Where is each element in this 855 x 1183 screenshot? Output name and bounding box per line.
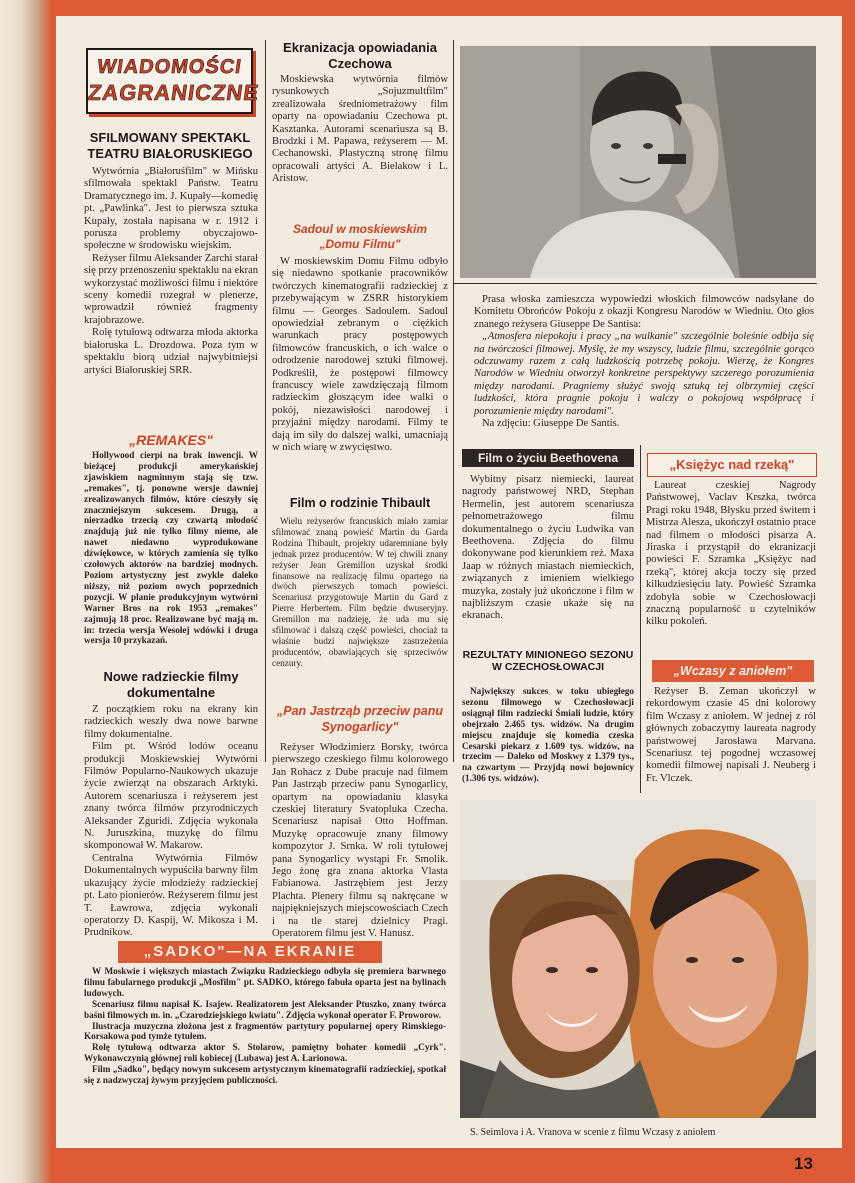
column-rule xyxy=(453,40,454,762)
jastrzab-headline: „Pan Jastrząb przeciw panu Synogarlicy" xyxy=(276,704,444,734)
czechow-article xyxy=(272,74,448,186)
nowe-para-1: Z początkiem roku na ekrany kin radzieckich weszły dwa nowe barwne filmy dokumentalne. xyxy=(84,704,258,740)
horizontal-rule xyxy=(453,283,817,284)
beethoven-article xyxy=(462,474,634,623)
sadko-para-1: W Moskwie i większych miastach Związku Radzieckiego odbyła się premiera barwnego filmu fabularnego produkcji „Mosfilm" pt. SADKO, którego fabuła oparta jest na bylinach ludowych. xyxy=(84,966,446,998)
spektakl-para-3: Rolę tytułową odtwarza młoda aktorka białoruska L. Drozdowa. Poza tym w spektaklu biorą udział najwybitniejsi artyści Białoruskiej SRR. xyxy=(84,327,258,376)
prasa-article xyxy=(474,294,814,430)
rezultaty-headline: REZULTATY MINIONEGO SEZONU W CZECHOSŁOWACJI xyxy=(462,649,634,673)
ksiezyc-article xyxy=(646,480,816,629)
beethoven-para-1: Wybitny pisarz niemiecki, laureat nagrody państwowej NRD, Stephan Hermelin, jest autorem scenariusza pełnometrażowego filmu dokumentalnego o życiu Ludwika van Beethovena. Zdjęcia do filmu dokonywane pod kierunkiem reż. Maxa Jaap w różnych miastach niemieckich, związanych z imieniem wielkiego muzyka, zostały już ukończone i film w najbliższym czasie ukaże się na ekranach. xyxy=(462,474,634,622)
wczasy-photo xyxy=(460,800,816,1118)
sadko-para-4: Rolę tytułową odtwarza aktor S. Stolarow, pamiętny bohater komedii „Cyrk". Wykonawczynią głównej roli kobiecej (Lubawa) jest A. Łarionowa. xyxy=(84,1042,446,1064)
wczasy-article xyxy=(646,686,816,785)
wczasy-para-1: Reżyser B. Zeman ukończył w rekordowym czasie 45 dni kolorowy film Wczasy z aniołem. W jednej z ról głównych zobaczymy laureata nagrody państwowej Jarosława Marvana. Scenariusz tej pogodnej wczasowej komedii filmowej napisali J. Neuberg i Fr. Vlczek. xyxy=(646,686,816,784)
wczasy-headline: „Wczasy z aniołem" xyxy=(652,660,814,682)
remakes-headline: „REMAKES" xyxy=(129,432,213,448)
sadko-para-2: Scenariusz filmu napisał K. Isajew. Realizatorem jest Aleksander Ptuszko, znany twórca baśni filmowych m. in. „Czarodziejskiego kwiatu". Zdjęcia wykonał operator F. Proworow. xyxy=(84,998,446,1020)
sadko-article xyxy=(84,966,446,1086)
binding-spine xyxy=(0,0,52,1183)
czechow-headline: Ekranizacja opowiadania Czechowa xyxy=(283,40,437,71)
beethoven-headline: Film o życiu Beethovena xyxy=(462,449,634,467)
thibault-article xyxy=(272,516,448,669)
sadko-para-3: Ilustracja muzyczna złożona jest z fragmentów partytury popularnej opery Rimskiego-Korsakowa pod tymże tytułem. xyxy=(84,1020,446,1042)
czechow-para-1: Moskiewska wytwórnia filmów rysunkowych „Sojuzmultfilm" zrealizowała średniometrażowy film oparty na opowiadaniu Czechowa pt. Kasztanka. Autorami scenariusza są B. Brodzki i M. Papawa, reżyserem — M. Cechanowski. Plastyczną stronę filmu opracowali artyści A. Bielakow i L. Aristow. xyxy=(272,74,448,185)
jastrzab-article xyxy=(272,742,448,941)
spektakl-para-1: Wytwórnia „Białoruśfilm" w Mińsku sfilmowała spektakl Państw. Teatru Dramatycznego im. J. Kupały—komedię pt. „Pawlinka". Jest to pierwsza sztuka Kupały, została napisana w r. 1912 i porusza problemy obyczajowo-społeczne w środowisku wiejskim. xyxy=(84,166,258,252)
spektakl-para-2: Reżyser filmu Aleksander Zarchi starał się przy przenoszeniu spektaklu na ekran wykorzystać możliwości filmu i niektóre sceny komedii rozegrał w plenerze, wprowadził również fragmenty krajobrazowe. xyxy=(84,252,258,326)
spektakl-article xyxy=(84,166,258,377)
remakes-para-1: Hollywood cierpi na brak inwencji. W bieżącej produkcji amerykańskiej zjawiskiem nagminnym stają się tzw. „remakes", tj. ponowne wersje dawniej zrealizowanych filmów, które cieszyły się znaczniejszym sukcesem. Drugą, a nierzadko trzecią czy czwartą młodość znajdują już nie tylko filmy nieme, ale nawet niedawno wyprodukowane dźwiękowce, w których zamienia się tylko czołowych aktorów na bardziej modnych. Poziom artystyczny jest zwykle daleko niższy, niż poziom owych poprzednich pozycji. W planie produkcyjnym wytwórni Warner Bros na rok 1953 „remakes" zajmują 18 proc. Realizowane być mają m. in: trzecia wersja Wesołej wdówki i druga wersja 10 przykazań. xyxy=(84,450,258,646)
nowe-headline: Nowe radzieckie filmy dokumentalne xyxy=(103,669,239,700)
rezultaty-para-1: Największy sukces w toku ubiegłego sezonu filmowego w Czechosłowacji osiągnął film radziecki Śmiali ludzie, który obejrzało 2.465 tys. widzów. Na drugim miejscu znajduje się komedia czeska Cesarski piekarz z 1.609 tys. widzów, na trzecim — Daleko od Moskwy z 1.379 tys., na czwartym — Przyjdą nowi bojownicy (1.306 tys. widzów). xyxy=(462,686,634,784)
logo-line-2: ZAGRANICZNE xyxy=(86,80,261,105)
sadoul-article xyxy=(272,256,448,455)
section-logo xyxy=(86,48,261,114)
photo-caption: S. Seimlova i A. Vranova w scenie z filmu Wczasy z aniołem xyxy=(470,1127,716,1138)
logo-line-1: WIADOMOŚCI xyxy=(95,56,244,78)
thibault-para-1: Wielu reżyserów francuskich miało zamiar sfilmować znaną powieść Martin du Garda Rodzina Thibault, projekty udaremniane były jednak przez producentów. W tej chwili znany reżyser Jean Gremillon uzyskał środki finansowe na realizację filmu opartego na dwóch pierwszych tomach powieści. Scenariusz przygotowuje Martin du Gard z Pierre Herbertem. Film będzie dwuseryjny. Gremillon ma nadzieję, że uda mu się sfilmować i dalszą część powieści, chociaż ta właśnie budzi największe zastrzeżenia producentów, obawiających się sprzeciwów cenzury. xyxy=(272,516,448,668)
prasa-caption: Na zdjęciu: Giuseppe De Santis. xyxy=(482,418,620,430)
nowe-article xyxy=(84,704,258,940)
column-rule xyxy=(265,40,266,762)
rezultaty-article xyxy=(462,686,634,784)
prasa-quote: „Atmosfera niepokoju i pracy „na wulkanie" szczególnie boleśnie odbija się na twórczości filmowej. Myślę, że my wszyscy, ludzie filmu, szczególnie gorąco odczuwamy razem z całą ludzkością potrzebę pokoju. Wierzę, że Kongres Narodów w Wiedniu otworzył konkretne perspektywy szczerego porozumienia między narodami. Pragniemy służyć swoją sztuką tej olbrzymiej części ludzkości, która pragnie pokoju i walczy o pokojową współpracę i porozumienie między narodami". xyxy=(474,331,814,417)
sadoul-para-1: W moskiewskim Domu Filmu odbyło się niedawno spotkanie pracowników twórczych kinematografii radzieckiej z przebywającym w ZSRR historykiem filmu — Georges Sadoulem. Sadoul opowiedział zebranym o ciężkich warunkach pracy postępowych filmowców francuskich, o ich walce o odrodzenie narodowej sztuki filmowej. Podkreślił, że postępowi filmowcy francuscy wiele zawdzięczają filmom radzieckim głoszącym idee walki o pokój, niezawisłości narodowej i przyjaźni między narodami. Filmy te dają im siły do dalszej walki, umacniają w nich wiarę w zwycięstwo. xyxy=(272,256,448,454)
page-number: 13 xyxy=(794,1154,813,1173)
column-rule xyxy=(640,445,641,793)
jastrzab-para-1: Reżyser Włodzimierz Borsky, twórca pierwszego czeskiego filmu kolorowego Jan Rohacz z Dube pracuje nad filmem Pan Jastrząb przeciw panu Synogarlicy, opartym na opowiadaniu klasyka czeskiej literatury Svatopluka Czecha. Scenariusz napisał Otto Hoffman. Muzykę opracowuje znany filmowy kompozytor J. Srnka. W roli tytułowej pana Synogarlicy wystąpi Fr. Smolik. Jego żonę gra znana aktorka Vlasta Fabianowa. Jastrzębiem jest Jerzy Plachta. Plenery filmu są nakręcane w najpiękniejszych miejscowościach Czech i na tle starej dzielnicy Pragi. Operatorem filmu jest V. Hanusz. xyxy=(272,742,448,940)
ksiezyc-para-1: Laureat czeskiej Nagrody Państwowej, Vaclav Krszka, twórca Pragi roku 1948, Błysku przed świtem i Mistrza Alesza, ukończył ostatnio prace nad filmem o młodości pisarza A. Jiraska i przystąpił do ekranizacji powieści F. Szramka „Księżyc nad rzeką", której akcja toczy się przed kilkudziesięciu laty. Powieść Szramka zdobyła sobie w Czechosłowacji znaczną popularność u czytelników kilku pokoleń. xyxy=(646,480,816,628)
nowe-para-3: Centralna Wytwórnia Filmów Dokumentalnych wypuściła barwny film ukazujący życie młodzieży radzieckiej pt. Lato pionierów. Reżyserem filmu jest T. Ławrowa, zdjęcia wykonali operatorzy D. Kaspij, W. Mikosza i M. Prudnikow. xyxy=(84,852,258,939)
wczasy-photo-svg xyxy=(460,800,816,1118)
prasa-para-1: Prasa włoska zamieszcza wypowiedzi włoskich filmowców nadsyłane do Komitetu Obrońców Pokoju z okazji Kongresu Narodów w Wiedniu. Oto głos znanego reżysera Giuseppe De Santisa: xyxy=(474,294,814,330)
thibault-headline: Film o rodzinie Thibault xyxy=(289,496,431,510)
nowe-para-2: Film pt. Wśród lodów oceanu produkcji Moskiewskiej Wytwórni Filmów Popularno-Naukowych ukazuje życie zwierząt na obszarach Arktyki. Autorem scenariusza i reżyserem jest znany twórca filmów przyrodniczych Aleksander Zguridi. Zdjęcia wykonała N. Juruszkina, muzykę do filmu skomponował W. Makarow. xyxy=(84,741,258,852)
de-santis-photo xyxy=(460,46,816,278)
ksiezyc-headline: „Księżyc nad rzeką" xyxy=(647,453,817,477)
sadko-para-5: Film „Sadko", będący nowym sukcesem artystycznym kinematografii radzieckiej, spotkał się z nadzwyczaj żywym przyjęciem publiczności. xyxy=(84,1064,446,1086)
sadoul-headline: Sadoul w moskiewskim „Domu Filmu" xyxy=(292,222,428,251)
spektakl-headline: SFILMOWANY SPEKTAKL TEATRU BIAŁORUSKIEGO xyxy=(87,130,253,161)
remakes-article xyxy=(84,450,258,646)
sadko-headline: „SADKO"—NA EKRANIE xyxy=(118,941,382,963)
de-santis-photo-svg xyxy=(460,46,816,278)
